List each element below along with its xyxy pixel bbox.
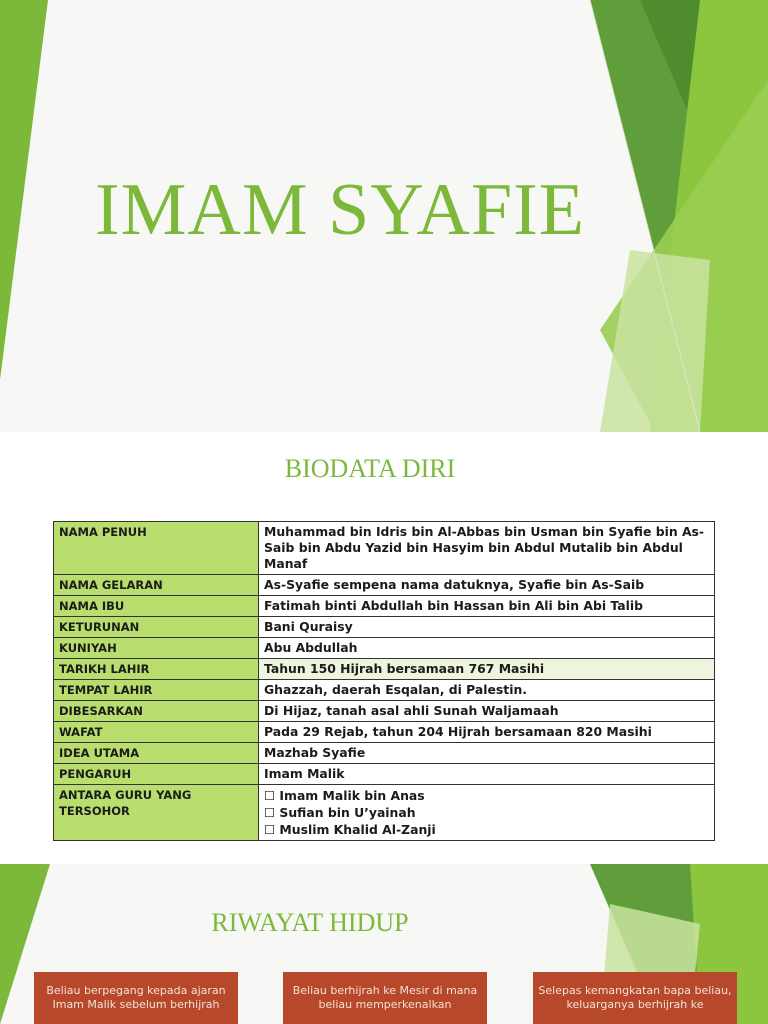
list-item	[264, 821, 709, 838]
checkbox-bullet-icon: ☐	[264, 788, 280, 803]
row-label: DIBESARKAN	[54, 701, 259, 722]
row-label: ANTARA GURU YANG TERSOHOR	[54, 785, 259, 841]
row-label: NAMA PENUH	[54, 522, 259, 575]
riwayat-box-2: Beliau berhijrah ke Mesir di mana beliau memperkenalkan	[283, 972, 487, 1024]
table-row	[54, 680, 715, 701]
row-value: As-Syafie sempena nama datuknya, Syafie bin As-Saib	[259, 575, 715, 596]
list-item	[264, 787, 709, 804]
page-title: IMAM SYAFIE	[94, 169, 585, 251]
list-item	[264, 804, 709, 821]
table-row	[54, 659, 715, 680]
biodata-slide	[0, 432, 768, 864]
table-row	[54, 575, 715, 596]
guru-name: Muslim Khalid Al-Zanji	[279, 822, 436, 837]
biodata-table-body	[54, 522, 715, 841]
guru-list-cell	[259, 785, 715, 841]
table-row	[54, 701, 715, 722]
row-label: PENGARUH	[54, 764, 259, 785]
row-label: WAFAT	[54, 722, 259, 743]
table-row	[54, 743, 715, 764]
row-value: Muhammad bin Idris bin Al-Abbas bin Usman bin Syafie bin As-Saib bin Abdu Yazid bin Hasyim bin Abdul Mutalib bin Abdul Manaf	[259, 522, 715, 575]
guru-list	[264, 787, 709, 838]
checkbox-bullet-icon: ☐	[264, 805, 280, 820]
row-value: Mazhab Syafie	[259, 743, 715, 764]
row-value: Ghazzah, daerah Esqalan, di Palestin.	[259, 680, 715, 701]
row-value: Bani Quraisy	[259, 617, 715, 638]
row-value: Abu Abdullah	[259, 638, 715, 659]
table-row	[54, 638, 715, 659]
riwayat-heading: RIWAYAT HIDUP	[211, 908, 409, 937]
row-label: TEMPAT LAHIR	[54, 680, 259, 701]
row-value: Imam Malik	[259, 764, 715, 785]
riwayat-slide	[0, 864, 768, 1024]
table-row	[54, 764, 715, 785]
guru-name: Sufian bin U’yainah	[279, 805, 416, 820]
table-row	[54, 596, 715, 617]
checkbox-bullet-icon: ☐	[264, 822, 280, 837]
row-value: Fatimah binti Abdullah bin Hassan bin Ali bin Abi Talib	[259, 596, 715, 617]
row-label: KUNIYAH	[54, 638, 259, 659]
row-label: NAMA GELARAN	[54, 575, 259, 596]
row-value: Tahun 150 Hijrah bersamaan 767 Masihi	[259, 659, 715, 680]
row-value: Pada 29 Rejab, tahun 204 Hijrah bersamaan 820 Masihi	[259, 722, 715, 743]
row-value: Di Hijaz, tanah asal ahli Sunah Waljamaah	[259, 701, 715, 722]
row-label: IDEA UTAMA	[54, 743, 259, 764]
biodata-heading: BIODATA DIRI	[284, 454, 456, 483]
table-row	[54, 522, 715, 575]
title-slide	[0, 0, 768, 432]
table-row	[54, 722, 715, 743]
riwayat-box-1: Beliau berpegang kepada ajaran Imam Malik sebelum berhijrah	[34, 972, 238, 1024]
table-row	[54, 617, 715, 638]
row-label: KETURUNAN	[54, 617, 259, 638]
biodata-table	[53, 521, 715, 841]
guru-name: Imam Malik bin Anas	[279, 788, 425, 803]
row-label: NAMA IBU	[54, 596, 259, 617]
row-label: TARIKH LAHIR	[54, 659, 259, 680]
riwayat-box-3: Selepas kemangkatan bapa beliau, keluarganya berhijrah ke	[533, 972, 737, 1024]
table-row-guru	[54, 785, 715, 841]
